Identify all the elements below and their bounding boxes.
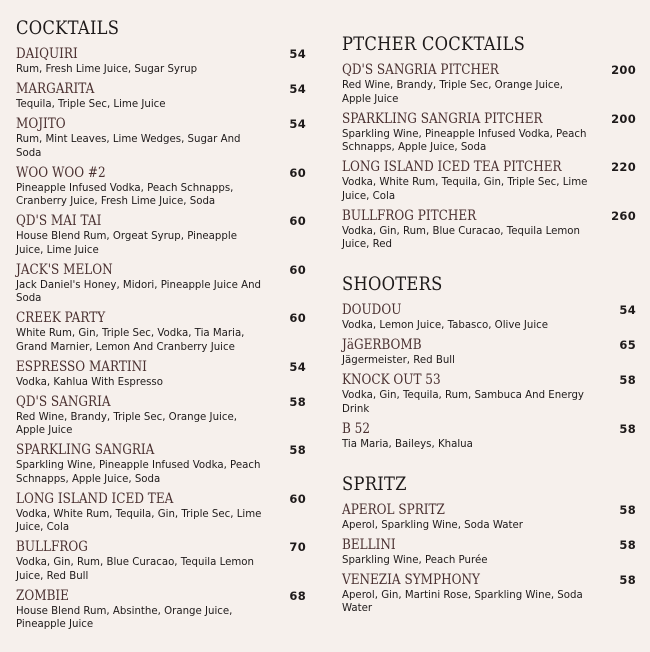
item-description: Vodka, White Rum, Tequila, Gin, Triple Sec, Lime Juice, Cola (16, 508, 262, 533)
item-price: 60 (289, 165, 306, 180)
item-name: APEROL SPRITZ (342, 501, 445, 518)
item-name: BELLINI (342, 536, 396, 553)
item-description: Vodka, Gin, Tequila, Rum, Sambuca And Energy Drink (342, 390, 584, 415)
item-name: LONG ISLAND ICED TEA PITCHER (342, 159, 562, 175)
menu-section-spritz (342, 472, 636, 620)
item-price: 200 (611, 63, 636, 77)
item-description: Vodka, Gin, Rum, Blue Curacao, Tequila Lemon Juice, Red (342, 225, 580, 250)
item-price: 70 (289, 540, 306, 554)
item-name: VENEZIA SYMPHONY (342, 571, 480, 588)
item-description: Sparkling Wine, Peach Purée (342, 554, 488, 566)
item-name: LONG ISLAND ICED TEA (16, 490, 174, 507)
menu-item (16, 358, 306, 393)
item-description: Vodka, Lemon Juice, Tabasco, Olive Juice (342, 320, 549, 331)
item-name: SPARKLING SANGRIA PITCHER (342, 110, 543, 127)
menu-item (16, 164, 306, 213)
item-description: Aperol, Sparkling Wine, Soda Water (342, 519, 523, 531)
right-column (342, 32, 636, 636)
menu-item (16, 587, 306, 636)
item-description: Vodka, White Rum, Tequila, Gin, Triple Sec, Lime Juice, Cola (342, 177, 588, 202)
item-price: 58 (619, 373, 636, 387)
section-title: SPRITZ (342, 472, 407, 495)
menu-item (16, 309, 306, 358)
menu-item (16, 261, 306, 310)
item-price: 58 (619, 572, 636, 587)
menu-item (16, 538, 306, 587)
item-name: QD'S SANGRIA PITCHER (342, 62, 499, 78)
item-price: 65 (619, 338, 636, 352)
item-price: 60 (289, 491, 306, 506)
item-price: 58 (619, 502, 636, 517)
item-name: BULLFROG PITCHER (342, 207, 477, 224)
menu-item (342, 420, 636, 455)
item-description: Vodka, Kahlua With Espresso (16, 376, 163, 388)
item-name: WOO WOO #2 (16, 164, 106, 181)
menu-item (342, 571, 636, 620)
item-price: 60 (289, 262, 306, 277)
item-name: B 52 (342, 420, 371, 437)
menu-item (16, 212, 306, 261)
item-description: Vodka, Gin, Rum, Blue Curacao, Tequila Lemon Juice, Red Bull (16, 557, 254, 582)
item-name: QD'S MAI TAI (16, 213, 102, 229)
menu-item (342, 536, 636, 571)
item-description: House Blend Rum, Absinthe, Orange Juice, Pineapple Juice (16, 605, 233, 630)
item-price: 60 (289, 214, 306, 228)
item-name: DAIQUIRI (16, 46, 78, 62)
item-price: 54 (619, 303, 636, 317)
item-price: 60 (289, 311, 306, 325)
item-description: Red Wine, Brandy, Triple Sec, Orange Juice, Apple Juice (16, 411, 237, 436)
menu-item (342, 301, 636, 336)
item-name: MOJITO (16, 116, 66, 132)
item-name: BULLFROG (16, 539, 88, 555)
item-description: Pineapple Infused Vodka, Peach Schnapps, Cranberry Juice, Fresh Lime Juice, Soda (16, 182, 234, 207)
item-description: Tia Maria, Baileys, Khalua (342, 438, 473, 450)
menu-item (342, 501, 636, 536)
menu-item (342, 336, 636, 371)
item-description: House Blend Rum, Orgeat Syrup, Pineapple Juice, Lime Juice (16, 231, 237, 256)
menu-item (342, 110, 636, 159)
item-description: Tequila, Triple Sec, Lime Juice (16, 99, 166, 110)
item-name: ZOMBIE (16, 587, 69, 604)
menu-item (342, 207, 636, 256)
item-description: Sparkling Wine, Pineapple Infused Vodka, Peach Schnapps, Apple Juice, Soda (342, 128, 587, 153)
item-price: 54 (289, 82, 306, 96)
section-title: SHOOTERS (342, 273, 443, 295)
item-name: JäGERBOMB (342, 337, 422, 353)
menu-item (342, 371, 636, 420)
item-name: DOUDOU (342, 302, 402, 318)
menu-section-cocktails (16, 16, 306, 635)
menu-item (16, 393, 306, 442)
item-price: 54 (289, 47, 306, 61)
item-name: SPARKLING SANGRIA (16, 442, 155, 458)
item-price: 200 (611, 111, 636, 126)
menu-item (16, 115, 306, 164)
menu-section-ptcher-cocktails (342, 32, 636, 255)
item-price: 58 (289, 443, 306, 457)
item-price: 58 (619, 537, 636, 552)
item-name: ESPRESSO MARTINI (16, 358, 147, 375)
item-price: 54 (289, 117, 306, 131)
item-description: Jägermeister, Red Bull (342, 355, 455, 366)
menu-item (16, 45, 306, 80)
menu-item (16, 490, 306, 539)
item-name: CREEK PARTY (16, 310, 106, 326)
item-name: QD'S SANGRIA (16, 393, 111, 410)
section-title: COCKTAILS (16, 17, 120, 39)
item-description: Sparkling Wine, Pineapple Infused Vodka, Peach Schnapps, Apple Juice, Soda (16, 460, 261, 485)
item-description: White Rum, Gin, Triple Sec, Vodka, Tia Maria, Grand Marnier, Lemon And Cranberry Juice (16, 328, 245, 353)
menu-item (342, 158, 636, 207)
item-description: Rum, Mint Leaves, Lime Wedges, Sugar And Soda (16, 134, 241, 159)
item-description: Rum, Fresh Lime Juice, Sugar Syrup (16, 64, 198, 75)
item-description: Jack Daniel's Honey, Midori, Pineapple Juice And Soda (16, 279, 262, 304)
item-description: Aperol, Gin, Martini Rose, Sparkling Wine, Soda Water (342, 589, 583, 614)
item-name: KNOCK OUT 53 (342, 372, 441, 388)
item-price: 58 (289, 394, 306, 409)
item-name: MARGARITA (16, 81, 95, 97)
item-description: Red Wine, Brandy, Triple Sec, Orange Juice, Apple Juice (342, 80, 563, 105)
item-price: 220 (611, 160, 636, 174)
menu-item (16, 80, 306, 115)
item-price: 260 (611, 208, 636, 223)
menu-item (342, 61, 636, 110)
item-name: JACK'S MELON (16, 261, 113, 278)
section-title: PTCHER COCKTAILS (342, 33, 526, 55)
item-price: 68 (289, 588, 306, 603)
left-column (16, 16, 306, 652)
item-price: 58 (619, 421, 636, 436)
menu-section-shooters (342, 272, 636, 455)
item-price: 54 (289, 359, 306, 374)
menu-item (16, 441, 306, 490)
